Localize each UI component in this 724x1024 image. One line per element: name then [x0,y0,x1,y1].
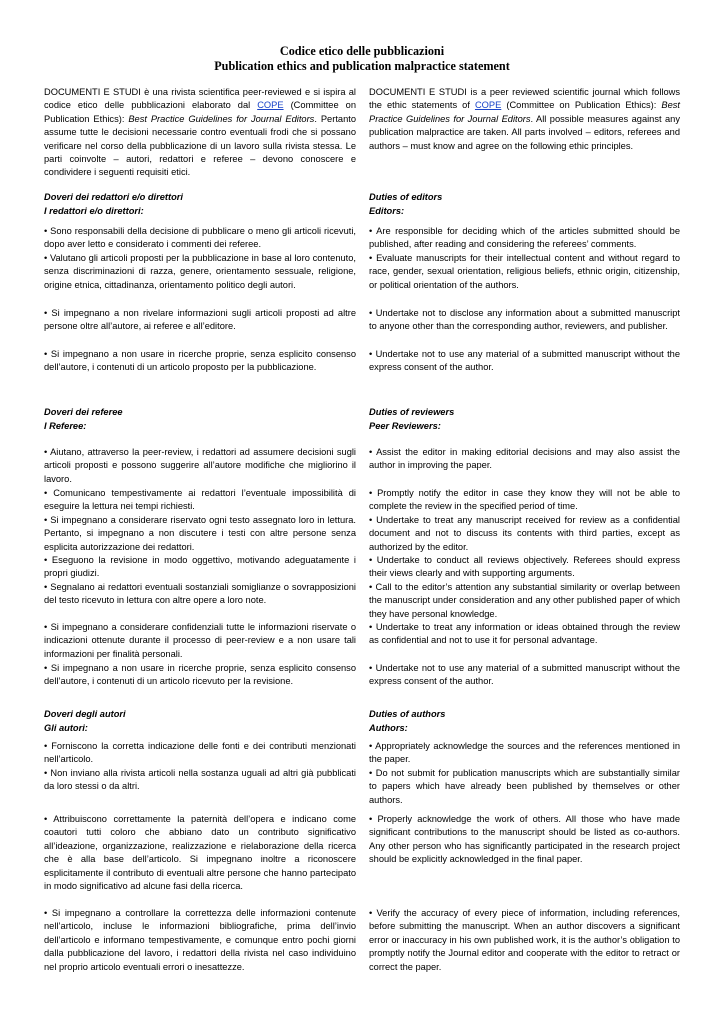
section-subheading-referees-en: Peer Reviewers: [369,421,441,431]
list-item: • Do not submit for publication manuscripts which are substantially similar to papers which have already been published by themselves or other authors. [369,768,680,805]
list-item: • Si impegnano a non usare in ricerche proprie, senza esplicito consenso dell’autore, i contenuti di un articolo ricevuto per la revisione. [44,663,356,687]
section-subheading-editors-it: I redattori e/o direttori: [44,206,144,216]
title-english: Publication ethics and publication malpractice statement [214,59,510,73]
list-item: • Undertake to treat any manuscript received for review as a confidential document and not to discuss its contents with third parties, except as authorized by the editor. [369,515,680,552]
list-item: • Si impegnano a controllare la correttezza delle informazioni contenute nell’articolo, incluse le informazioni bibliografiche, prima dell’invio dell’articolo e informano tempestivamente, e comunque entro pochi giorni dalla pubblicazione del lavoro, i redattori della rivista nel caso individuino nel proprio articolo eventuali errori o inesattezze. [44,908,356,972]
intro-it-text-3: . Pertanto assume tutte le decisioni necessarie contro eventuali frodi che si possano verificare nel corso della pubblicazione di un lavoro sulla rivista stessa. Le parti coinvolte – autori, redattori e referee – devono conoscere e condividere i seguenti requisiti etici. [44,113,356,178]
section-heading-editors-en: Duties of editors [369,192,443,202]
intro-it-text-2: (Committee on Publication Ethics): [44,100,356,124]
list-item: • Si impegnano a considerare riservato ogni testo assegnato loro in lettura. Pertanto, si impegnano a non discutere i testi con altre persone senza esplicita autorizzazione dei redattori. [44,515,356,552]
section-heading-editors-it: Doveri dei redattori e/o direttori [44,192,183,202]
list-item: • Call to the editor’s attention any substantial similarity or overlap between the manuscript under consideration and any other published paper of which they have personal knowledge. [369,582,680,619]
intro-it-text: DOCUMENTI E STUDI è una rivista scientifica peer-reviewed e si ispira al codice etico delle pubblicazioni elaborato dal [44,87,356,111]
list-item: • Undertake to treat any information or ideas obtained through the review as confidential and not to use it for personal advantage. [369,622,680,646]
intro-en-text-2: (Committee on Publication Ethics): [501,100,662,111]
list-item: • Eseguono la revisione in modo oggettivo, motivando adeguatamente i propri giudizi. [44,555,356,579]
list-item: • Assist the editor in making editorial decisions and may also assist the author in improving the paper. [369,447,680,471]
intro-en-guidelines: Best Practice Guidelines for Journal Editors [369,100,680,124]
list-item: • Si impegnano a considerare confidenziali tutte le informazioni riservate o indicazioni ottenute durante il processo di peer-review e a non usare tali informazioni per finalità personali. [44,622,356,659]
list-item: • Evaluate manuscripts for their intellectual content and without regard to race, gender, sexual orientation, religious beliefs, ethnic origin, citizenship, or political orientation of the authors. [369,253,680,290]
intro-italian [44,86,356,180]
cope-link[interactable]: COPE [257,100,284,111]
list-item: • Valutano gli articoli proposti per la pubblicazione in base al loro contenuto, senza discriminazioni di razza, genere, orientamento sessuale, religione, origine etnica, cittadinanza, orientamento politico degli autori. [44,253,356,290]
list-item: • Segnalano ai redattori eventuali sostanziali somiglianze o sovrapposizioni del testo ricevuto in lettura con altre opere a loro note. [44,582,356,606]
list-item: • Forniscono la corretta indicazione delle fonti e dei contributi menzionati nell’articolo. [44,741,356,765]
section-subheading-authors-it: Gli autori: [44,723,88,733]
list-item: • Properly acknowledge the work of others. All those who have made significant contributions to the manuscript should be listed as co-authors. Any other person who has significantly participated in the research project should be explicitly acknowledged in the final paper. [369,814,680,865]
cope-link-en[interactable]: COPE [474,100,502,111]
list-item: • Are responsible for deciding which of the articles submitted should be published, after reading and considering the referees’ comments. [369,226,680,250]
list-item: • Si impegnano a non rivelare informazioni sugli articoli proposti ad altre persone oltre all’autore, ai referee e all’editore. [44,308,356,332]
intro-english [369,86,680,153]
section-heading-referees-en: Duties of reviewers [369,407,455,417]
list-item: • Aiutano, attraverso la peer-review, i redattori ad assumere decisioni sugli articoli proposti e possono suggerire all’autore modifiche che migliorino il lavoro. [44,447,356,484]
intro-en-text-3: . All possible measures against any publication malpractice are taken. All parts involved – editors, referees and authors – must know and agree on the following ethic principles. [369,113,680,151]
list-item: • Attribuiscono correttamente la paternità dell’opera e indicano come coautori tutti coloro che abbiano dato un contributo significativo all’ideazione, organizzazione, realizzazione e rielaborazione della ricerca che è alla base dell’articolo. Si impegnano inoltre a riconoscere esplicitamente il contributo di eventuali altre persone che hanno partecipato in modo significativo ad alcune fasi della ricerca. [44,814,356,892]
list-item: • Undertake not to use any material of a submitted manuscript without the express consent of the author. [369,663,680,687]
section-heading-referees-it: Doveri dei referee [44,407,123,417]
list-item: • Comunicano tempestivamente ai redattori l’eventuale impossibilità di eseguire la lettura nei tempi richiesti. [44,488,356,512]
list-item: • Undertake to conduct all reviews objectively. Referees should express their views clearly and with supporting arguments. [369,555,680,579]
section-subheading-authors-en: Authors: [369,723,408,733]
list-item: • Si impegnano a non usare in ricerche proprie, senza esplicito consenso dell’autore, i contenuti di un articolo proposto per la pubblicazione. [44,349,356,373]
list-item: • Sono responsabili della decisione di pubblicare o meno gli articoli ricevuti, dopo aver letto e considerato i commenti dei referee. [44,226,356,250]
list-item: • Appropriately acknowledge the sources and the references mentioned in the paper. [369,741,680,765]
section-heading-authors-it: Doveri degli autori [44,709,126,719]
intro-it-guidelines: Best Practice Guidelines for Journal Editors [128,113,315,124]
section-subheading-editors-en: Editors: [369,206,405,216]
list-item: • Undertake not to disclose any information about a submitted manuscript to anyone other than the corresponding author, reviewers, and publisher. [369,308,680,332]
section-heading-authors-en: Duties of authors [369,709,446,719]
intro-en-text: DOCUMENTI E STUDI is a peer reviewed scientific journal which follows the ethic statements of [369,87,680,111]
title-italian: Codice etico delle pubblicazioni [279,44,445,58]
list-item: • Verify the accuracy of every piece of information, including references, before submitting the manuscript. When an author discovers a significant error or inaccuracy in his own published work, it is the author’s obligation to promptly notify the Journal editor and cooperate with the editor to retract or correct the paper. [369,908,680,972]
section-subheading-referees-it: I Referee: [44,421,87,431]
list-item: • Undertake not to use any material of a submitted manuscript without the express consent of the author. [369,349,680,373]
list-item: • Non inviano alla rivista articoli nella sostanza uguali ad altri già pubblicati da loro stessi o da altri. [44,768,356,792]
list-item: • Promptly notify the editor in case they know they will not be able to complete the review in the specified period of time. [369,488,680,512]
